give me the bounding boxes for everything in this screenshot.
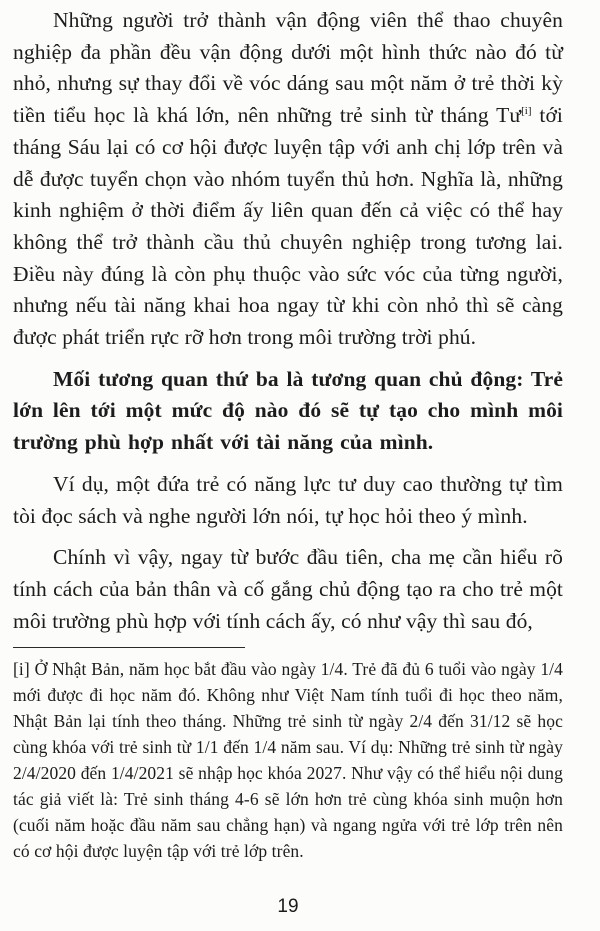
paragraph-2-bold: Mối tương quan thứ ba là tương quan chủ động: Trẻ lớn lên tới một mức độ nào đó sẽ tự tạo cho mình môi trường phù hợp nhất với tài năng của mình. <box>13 366 563 455</box>
footnote-separator-rule <box>13 647 245 648</box>
footnote-marker: [i] <box>13 659 30 680</box>
paragraph-1-text-after-ref: tới tháng Sáu lại có cơ hội được luyện tập với anh chị lớp trên và dễ được tuyển chọn vào nhóm tuyển thủ hơn. Nghĩa là, những kinh nghiệm ở thời điểm ấy liên quan đến cả việc có thể hay không thể trở thành cầu thủ chuyên nghiệp trong tương lai. Điều này đúng là còn phụ thuộc vào sức vóc của từng người, nhưng nếu tài năng khai hoa ngay từ khi còn nhỏ thì sẽ càng được phát triển rực rỡ hơn trong môi trường trời phú. <box>13 103 563 350</box>
footnote-reference-marker: [i] <box>521 104 532 117</box>
paragraph-1-text-before-ref: Những người trở thành vận động viên thể thao chuyên nghiệp đa phần đều vận động dưới một hình thức nào đó từ nhỏ, nhưng sự thay đổi về vóc dáng sau một năm ở trẻ thời kỳ tiền tiểu học là khá lớn, nên những trẻ sinh từ tháng Tư <box>13 8 563 128</box>
paragraph-3: Ví dụ, một đứa trẻ có năng lực tư duy cao thường tự tìm tòi đọc sách và nghe người lớn nói, tự học hỏi theo ý mình. <box>13 471 563 528</box>
page-body <box>13 5 563 637</box>
paragraph-1 <box>13 5 563 354</box>
footnote-text: Ở Nhật Bản, năm học bắt đầu vào ngày 1/4. Trẻ đã đủ 6 tuổi vào ngày 1/4 mới được đi học năm đó. Không như Việt Nam tính tuổi đi học theo năm, Nhật Bản lại tính theo tháng. Những trẻ sinh từ ngày 2/4 đến 31/12 sẽ học cùng khóa với trẻ sinh từ 1/1 đến 1/4 năm sau. Ví dụ: Những trẻ sinh từ ngày 2/4/2020 đến 1/4/2021 sẽ nhập học khóa 2027. Như vậy có thể hiểu nội dung tác giả viết là: Trẻ sinh tháng 4-6 sẽ lớn hơn trẻ cùng khóa sinh muộn hơn (cuối năm hoặc đầu năm sau chẳng hạn) và ngang ngửa với trẻ lớp trên nên có cơ hội được luyện tập với trẻ lớp trên. <box>13 659 563 862</box>
page-number: 19 <box>277 896 299 917</box>
paragraph-4: Chính vì vậy, ngay từ bước đầu tiên, cha mẹ cần hiểu rõ tính cách của bản thân và cố gắng chủ động tạo ra cho trẻ một môi trường phù hợp với tính cách ấy, có như vậy thì sau đó, <box>13 545 563 633</box>
footnote <box>13 656 563 864</box>
